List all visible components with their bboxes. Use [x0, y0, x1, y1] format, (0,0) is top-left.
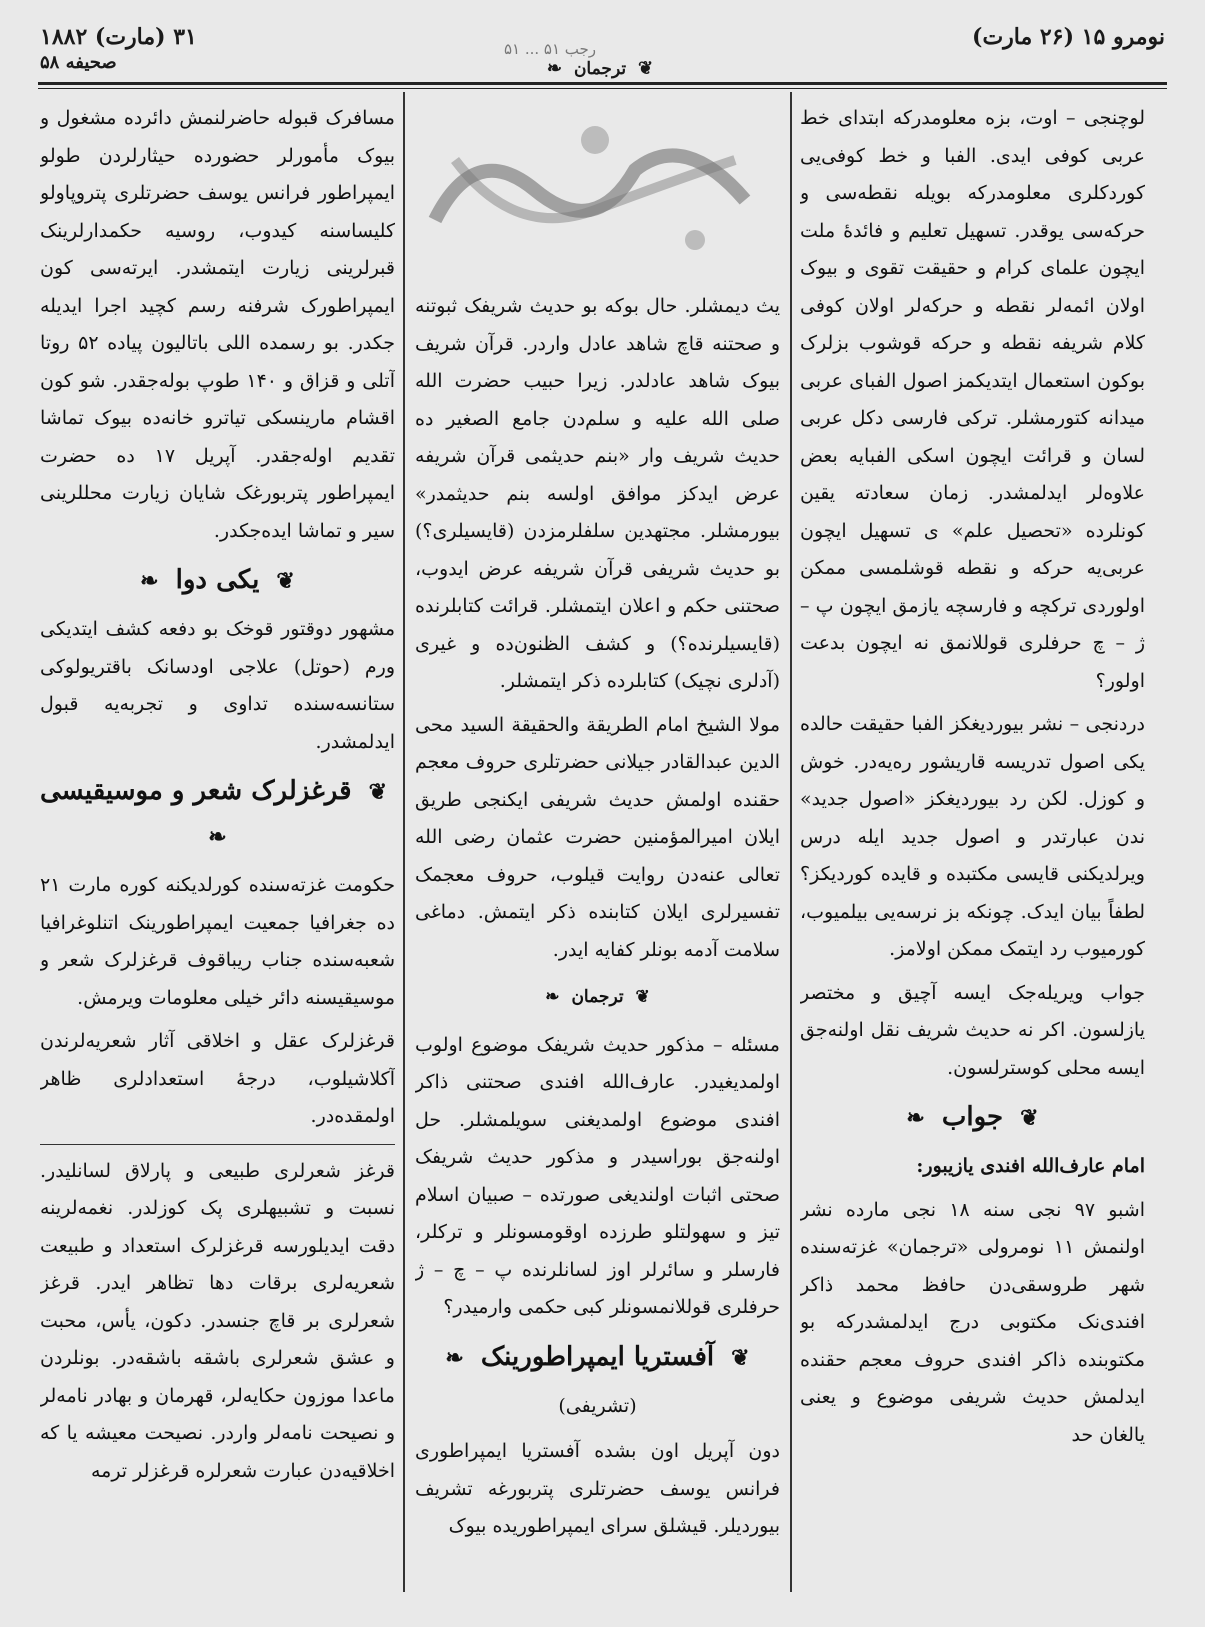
article-headline [40, 558, 395, 603]
page-header [40, 18, 1165, 80]
dateline: ۳۱ (مارت) ۱۸۸۲ [40, 24, 197, 50]
paragraph: یث دیمشلر. حال بوکه بو حدیث شریفک ثبوتنه و صحتنه قاچ شاهد عادل واردر. قرآن شریف بیوک شاهد عادلدر. زیرا حبیب حضرت الله صلی الله علیه و سلم‌دن جامع الصغیر ده حدیث شریف وار «بنم حدیثمی قرآن شریفه عرض ایدکز موافق اولسه بنم حدیثمدر» بیورمشلر. مجتهدین سلفلرمزدن (قایسیلری؟) بو حدیث شریفی قرآن شریفه عرض ایدوب، صحتنی حکم و اعلان ایتمشلر. قرائت کتابلرنده (قایسیلرنده؟) و کشف الظنون‌ده و غیری (آدلری نچیک) کتابلرده ذکر ایتمشلر. [415, 295, 780, 692]
paragraph: جواب ویریله‌جک ایسه آچیق و مختصر یازلسون. اکر نه حدیث شریف نقل اولنه‌جق ایسه محلی کوسترلسون. [800, 981, 1145, 1079]
header-rule [38, 82, 1167, 89]
column-divider [790, 92, 792, 1592]
ornament-icon: ❧ [545, 987, 560, 1007]
divider [40, 1144, 395, 1145]
issue-date: (۲۶ مارت) [972, 24, 1074, 50]
column-middle [415, 100, 780, 1600]
paragraph: لوچنجی – اوت، بزه معلومدرکه ابتدای خط عربی کوفی ایدی. الفبا و خط کوفی‌یی کوردکلری معلومدرکه بویله نقطه‌سی و حرکه‌سی یوقدر. تسهیل تعلیم و فائدهٔ ملت ایچون علمای کرام و حقیقت تقوی و بیوک اولان ائمه‌لر نقطه و حرکه‌لر اولان کوفی کلام شریفه نقطه و حرکه قوشوب بزلرک بوکون استعمال ایتدیکمز اصول الفبای عربی میدانه کتورمشلر. ترکی فارسی دکل عربی لسان و قرائت ایچون اسکی الفبایه بعض علاوه‌لر ایدلمشدر. زمان سعادته یقین کونلرده «تحصیل علم» ی تسهیل ایچون عربی‌یه حرکه و نقطه قوشلمسی ممکن اولوردی ترکچه و فارسچه یازمق ایچون پ – ژ – چ حرفلری قوللانمق نه ایچون بدعت اولور؟ [800, 107, 1145, 692]
article-headline [415, 1335, 780, 1380]
ornament-icon: ❦ [731, 1344, 750, 1371]
paragraph: مولا الشیخ امام الطریقة والحقیقة السید محی الدین عبدالقادر جیلانی حضرتلری حروف معجم حقنده اولمش حدیث شریفی ایکنجی طریق ایلان امیرالمؤمنین حضرت عثمان رضی الله تعالی عنه‌دن روایت قیلوب، حروف معجمک تفسیرلری ایلان کتابنده ذکر ایتمش. دماغی سلامت آدمه بونلر کفایه ایدر. [415, 713, 780, 961]
column-divider [403, 92, 405, 1592]
calligraphy-emblem-icon [415, 100, 780, 280]
masthead [510, 58, 690, 79]
ornament-icon: ❦ [368, 779, 387, 805]
section-mast-label: ترجمان [571, 987, 624, 1007]
paragraph: مشهور دوقتور قوخک بو دفعه کشف ایتدیکی ورم (حوتل) علاجی اودسانک باقتریولوکی ستانسه‌سنده تداوی و تجربه‌یه قبول ایدلمشدر. [40, 618, 395, 753]
decorative-calligraphy [415, 100, 780, 280]
page-label: صحیفه ۵۸ [40, 52, 117, 73]
ornament-icon: ❧ [546, 58, 563, 79]
article-headline-text: یکی دوا [175, 565, 260, 595]
column-right [800, 100, 1145, 1600]
ornament-icon: ❦ [1020, 1105, 1039, 1131]
ornament-icon: ❦ [276, 568, 295, 594]
ornament-icon: ❧ [906, 1105, 925, 1131]
ornament-icon: ❦ [635, 987, 650, 1007]
hijri-date: رجب ۵۱ ... ۵۱ [503, 40, 597, 58]
ornament-icon: ❧ [140, 568, 159, 594]
answer-heading [800, 1095, 1145, 1140]
paragraph: دردنجی – نشر بیوردیغکز الفبا حقیقت حالده یکی اصول تدریسه قاریشور ره‌یه‌در. خوش و کوزل. لکن رد بیوردیغکز «اصول جدید» ندن عبارتدر و اصول جدید ایله درس ویرلدیکنی قایسی مکتبده و قایده کوردیکز؟ لطفاً بیان ایدک. چونکه بز نرسه‌یی بیلمیوب، کورمیوب رد ایتمک ممکن اولامز. [800, 713, 1145, 960]
paragraph: حکومت غزته‌سنده کورلدیکنه کوره مارت ۲۱ ده جغرافیا جمعیت ایمپراطورینک اتنلوغرافیا شعبه‌سنده جناب ریباقوف قرغزلرک شعر و موسیقیسنه دائر خیلی معلومات ویرمش. [40, 874, 395, 1009]
paragraph: دون آپریل اون بشده آفستریا ایمپراطوری فرانس یوسف حضرتلری پتربورغه تشریف بیوردیلر. قیشلق سرای ایمپراطوریده بیوک [415, 1440, 780, 1537]
article-subhead: (تشریفی) [558, 1394, 637, 1417]
ornament-icon: ❦ [637, 58, 654, 79]
ornament-icon: ❧ [208, 824, 227, 850]
answer-text: اشبو ۹۷ نجی سنه ۱۸ نجی مارده نشر اولنمش ۱۱ نومرولی «ترجمان» غزته‌سنده شهر طروسقی‌دن حافظ محمد ذاکر افندی‌نک مکتوبی درج ایدلمشدرکه بو مکتوبنده ذاکر افندی حروف معجم حقنده ایدلمش حدیث شریفی موضوع و یعنی یالغان حد [800, 1198, 1145, 1446]
paragraph: مسئله – مذکور حدیث شریفک موضوع اولوب اولمدیغیدر. عارف‌الله افندی صحتنی ذاکر افندی موضوع اولمدیغنی سویلمشلر. حل اولنه‌جق بوراسیدر و مذکور حدیث شریفک صحتی اثبات اولندیغی صورتده – صبیان اسلام تیز و سهولتلو طرزده اوقومسونلر و ترکلر، فارسلر و سائرلر اوز لسانلرنده پ – چ – ژ حرفلری قوللانمسونلر کبی حکمی وارمیدر؟ [415, 1033, 780, 1318]
masthead-title: ترجمان [573, 59, 627, 79]
article-headline-text: قرغزلرک شعر و موسیقیسی [40, 776, 352, 806]
issue-number [972, 24, 1165, 50]
section-mast [415, 979, 780, 1017]
article-headline-text: آفستریا ایمپراطورینک [480, 1341, 715, 1372]
paragraph: قرغزلرک عقل و اخلاقی آثار شعریه‌لرندن آکلاشیلوب، درجهٔ استعدادلری ظاهر اولمقده‌در. [40, 1030, 395, 1127]
paragraph: قرغز شعرلری طبیعی و پارلاق لسانلیدر. نسبت و تشبیهلری پک کوزلدر. نغمه‌لرینه دقت ایدیلورسه قرغزلرک استعداد و طبیعت شعریه‌لری برقات دها تظاهر ایدر. قرغز شعرلری بر قاچ جنسدر. دکون، یأس، محبت و عشق شعرلری باشقه باشقه‌در. بونلردن ماعدا موزون حکایه‌لر، قهرمان و بهادر نامه‌لر و نصیحت نامه‌لر واردر. نصیحت معیشه یا که اخلاقیه‌دن عبارت شعرلره قرغزلر ترمه [40, 1159, 395, 1482]
answer-intro: امام عارف‌الله افندی یازیبور: [916, 1155, 1145, 1177]
answer-heading-text: جواب [941, 1102, 1004, 1132]
article-headline [40, 769, 395, 859]
ornament-icon: ❧ [445, 1344, 464, 1371]
issue-label: نومرو ۱۵ [1081, 24, 1165, 50]
paragraph: مسافرک قبوله حاضرلنمش دائرده مشغول و بیوک مأمورلر حضورده حیثارلردن طولو ایمپراطور فرانس یوسف حضرتلری پتروپاولو کلیساسنه کیدوب، روسیه حکمدارلرینک قبرلرینی زیارت ایتمشدر. ایرته‌سی کون ایمپراطورک شرفنه رسم کچید اجرا ایدیله جکدر. بو رسمده اللی باتالیون پیاده ۵۲ روتا آتلی و قزاق و ۱۴۰ طوپ بوله‌جقدر. شو کون اقشام مارینسکی تیاترو خانه‌ده بیوک تماشا تقدیم اوله‌جقدر. آپریل ۱۷ ده حضرت ایمپراطور پتربورغک شایان زیارت محللرینی سیر و تماشا ایده‌جکدر. [40, 107, 395, 542]
column-left [40, 100, 395, 1600]
